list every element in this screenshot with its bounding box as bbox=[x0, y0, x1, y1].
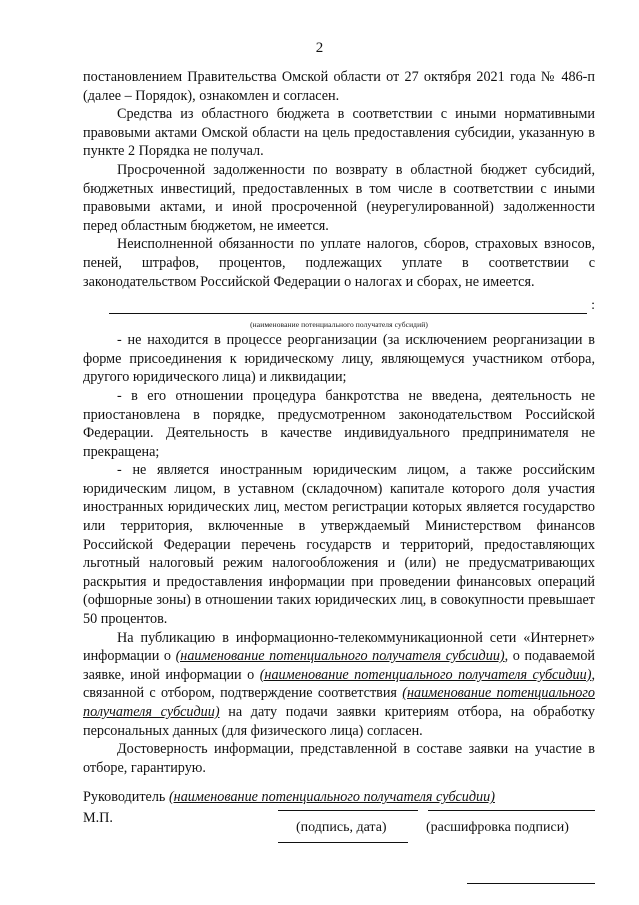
recipient-placeholder-3: (наименование потенциального получателя субсидии) bbox=[83, 685, 595, 720]
decode-caption: (расшифровка подписи) bbox=[426, 820, 569, 836]
consent-text-2: , о подаваемой заявке, иной информации о bbox=[83, 648, 596, 683]
stamp-label: М.П. bbox=[83, 810, 113, 826]
signature-caption: (подпись, дата) bbox=[296, 820, 387, 836]
paragraph-overdue-debt: Просроченной задолженности по возврату в областной бюджет субсидий, бюджетных инвестиций, предоставленных в том числе в соответствии с иными правовыми актами, и иной просроченной (неурегулированной) задолженности перед областным бюджетом, не имеется. bbox=[83, 161, 595, 234]
recipient-name-caption: (наименование потенциального получателя субсидий) bbox=[250, 320, 428, 330]
signature-head bbox=[83, 789, 595, 806]
consent-text-3: , связанной с отбором, подтверждение соответствия bbox=[83, 666, 596, 702]
signature-line bbox=[278, 810, 418, 811]
colon: : bbox=[591, 298, 595, 314]
paragraph-reliability: Достоверность информации, представленной в составе заявки на участие в отборе, гарантирую. bbox=[83, 741, 595, 776]
recipient-name-field bbox=[83, 299, 595, 319]
stamp-line bbox=[278, 842, 408, 843]
recipient-placeholder-1: (наименование потенциального получателя субсидии) bbox=[175, 648, 505, 665]
decode-line bbox=[428, 810, 595, 811]
paragraph-publication-consent bbox=[83, 629, 595, 741]
paragraph-tax-obligations: Неисполненной обязанности по уплате налогов, сборов, страховых взносов, пеней, штрафов, процентов, подлежащих уплате в соответствии с законодательством Российской Федерации о налогах и сборах, не имеется. bbox=[83, 236, 595, 290]
signature-row bbox=[83, 806, 595, 846]
paragraph-budget-funds: Средства из областного бюджета в соответствии с иными нормативными правовыми актами Омской области на цель предоставления субсидии, указанную в пункте 2 Порядка не получал. bbox=[83, 106, 595, 160]
document-body bbox=[83, 68, 595, 846]
bullet-reorganization: - не находится в процессе реорганизации (за исключением реорганизации в форме присоединения к юридическому лицу, являющемуся участником отбора, другого юридического лица) и ликвидации; bbox=[83, 332, 595, 386]
consent-text-4: на дату подачи заявки критериям отбора, на обработку персональных данных (для физического лица) согласен. bbox=[83, 704, 595, 739]
bullet-foreign-entity: - не является иностранным юридическим лицом, а также российским юридическим лицом, в уставном (складочном) капитале которого доля участия иностранных юридических лиц, местом регистрации которых является государство или территория, включенные в утверждаемый Министерством финансов Российской Федерации перечень государств и территорий, предоставляющих льготный налоговый режим налогообложения и (или) не предусматривающих раскрытия и предоставления информации при проведении финансовых операций (офшорные зоны) в отношении таких юридических лиц, в совокупности превышает 50 процентов. bbox=[83, 462, 595, 628]
recipient-name-line bbox=[109, 313, 587, 314]
recipient-placeholder-2: (наименование потенциального получателя субсидии) bbox=[259, 666, 592, 683]
consent-text-1: На публикацию в информационно-телекоммуникационной сети «Интернет» информации о bbox=[83, 629, 595, 665]
head-name-placeholder: (наименование потенциального получателя субсидии) bbox=[168, 789, 495, 806]
footer-line bbox=[467, 883, 595, 884]
page-number: 2 bbox=[315, 40, 324, 56]
paragraph-approval: постановлением Правительства Омской области от 27 октября 2021 года № 486-п (далее – Порядок), ознакомлен и согласен. bbox=[83, 69, 595, 104]
bullet-bankruptcy: - в его отношении процедура банкротства не введена, деятельность не приостановлена в порядке, предусмотренном законодательством Российской Федерации. Деятельность в качестве индивидуального предпринимателя не прекращена; bbox=[83, 387, 595, 460]
head-label: Руководитель bbox=[83, 789, 169, 806]
